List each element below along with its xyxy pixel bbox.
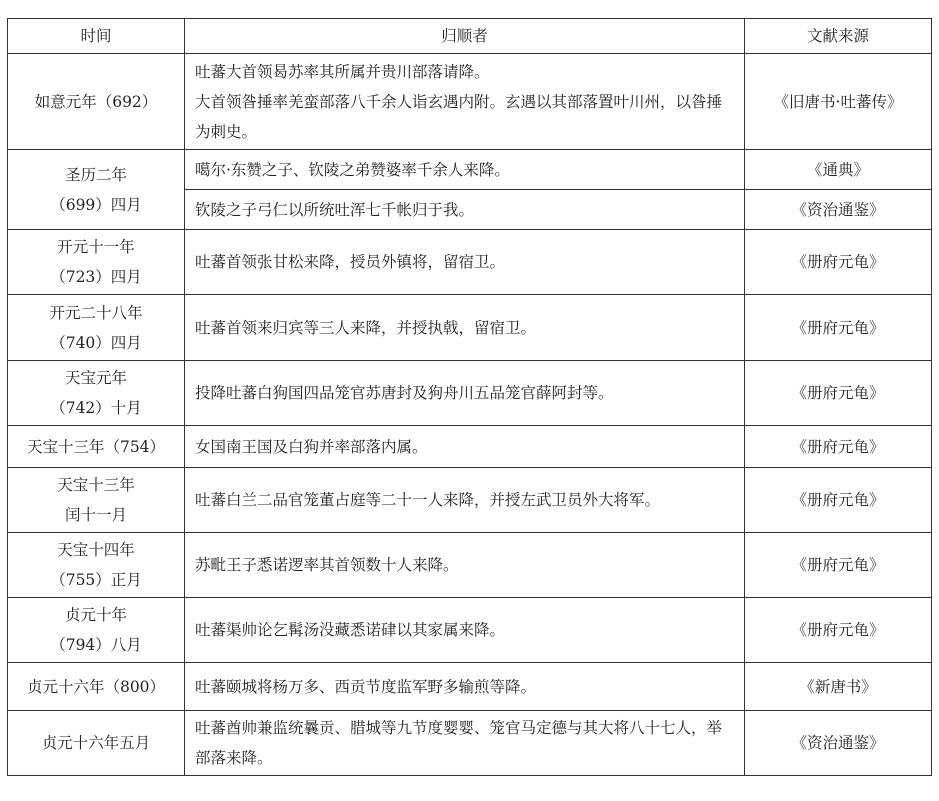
source-text: 《新唐书》 bbox=[799, 677, 877, 696]
time-text: 闰十一月 bbox=[64, 506, 127, 524]
source-cell bbox=[745, 711, 932, 776]
table-row bbox=[8, 468, 932, 533]
time-text: （723）四月 bbox=[50, 268, 142, 286]
source-cell bbox=[745, 230, 932, 295]
desc-text: 吐蕃渠帅论乞髯汤没藏悉诺硉以其家属来降。 bbox=[195, 621, 506, 639]
time-text: （794）八月 bbox=[50, 636, 142, 654]
time-text: 贞元十六年（800） bbox=[26, 677, 166, 696]
table-row bbox=[8, 150, 932, 190]
table-row bbox=[8, 54, 932, 150]
time-cell bbox=[8, 663, 185, 711]
source-text: 《册府元龟》 bbox=[791, 556, 885, 574]
desc-text: 吐蕃首领张甘松来降，授员外镇将，留宿卫。 bbox=[195, 253, 506, 271]
desc-cell bbox=[185, 533, 745, 598]
desc-text: 吐蕃颐城将杨万多、西贡节度监军野多输煎等降。 bbox=[195, 677, 537, 696]
time-text: 如意元年（692） bbox=[34, 92, 158, 111]
time-text: 圣历二年 bbox=[64, 165, 127, 184]
header-time: 时间 bbox=[8, 19, 185, 54]
desc-text: 吐蕃酋帅兼监统曩贡、腊城等九节度婴婴、笼官马定德与其大将八十七人，举部落来降。 bbox=[195, 719, 723, 767]
desc-cell bbox=[185, 54, 745, 150]
source-cell bbox=[745, 598, 932, 663]
desc-text: 吐蕃大首领曷苏率其所属并贵川部落请降。 bbox=[195, 62, 490, 81]
table-row bbox=[8, 663, 932, 711]
desc-cell bbox=[185, 663, 745, 711]
document bbox=[7, 18, 932, 776]
source-cell bbox=[745, 426, 932, 468]
time-cell bbox=[8, 468, 185, 533]
time-text: 天宝十四年 bbox=[57, 541, 135, 559]
desc-cell bbox=[185, 598, 745, 663]
desc-text: 吐蕃首领来归宾等三人来降，并授执戟，留宿卫。 bbox=[195, 318, 537, 337]
source-text: 《资治通鉴》 bbox=[791, 734, 885, 752]
desc-text: 大首领昝捶率羌蛮部落八千余人诣玄遇内附。玄遇以其部落置叶川州，以昝捶为刺史。 bbox=[195, 92, 723, 141]
table-row bbox=[8, 711, 932, 776]
table-row bbox=[8, 426, 932, 468]
desc-text: 噶尔·东赞之子、钦陵之弟赞婆率千余人来降。 bbox=[195, 160, 510, 179]
source-text: 《册府元龟》 bbox=[791, 253, 885, 271]
time-cell bbox=[8, 533, 185, 598]
source-text: 《册府元龟》 bbox=[791, 491, 885, 509]
time-cell bbox=[8, 598, 185, 663]
time-text: 贞元十年 bbox=[64, 606, 127, 624]
header-person: 归顺者 bbox=[185, 19, 745, 54]
source-cell bbox=[745, 295, 932, 361]
time-text: （742）十月 bbox=[50, 399, 142, 417]
submission-table bbox=[7, 18, 932, 776]
time-cell bbox=[8, 361, 185, 426]
time-cell bbox=[8, 426, 185, 468]
source-cell bbox=[745, 361, 932, 426]
source-text: 《旧唐书·吐蕃传》 bbox=[773, 92, 903, 111]
source-cell bbox=[745, 54, 932, 150]
source-cell bbox=[745, 468, 932, 533]
time-text: （699）四月 bbox=[50, 195, 142, 214]
time-text: 开元十一年 bbox=[57, 238, 135, 256]
table-row bbox=[8, 230, 932, 295]
source-text: 《通典》 bbox=[806, 160, 869, 179]
time-cell bbox=[8, 230, 185, 295]
time-text: 开元二十八年 bbox=[49, 303, 143, 322]
time-text: 天宝十三年 bbox=[57, 476, 135, 494]
desc-cell bbox=[185, 230, 745, 295]
table-row bbox=[8, 295, 932, 361]
desc-cell bbox=[185, 190, 745, 230]
source-text: 《册府元龟》 bbox=[791, 318, 885, 337]
time-text: （755）正月 bbox=[50, 571, 142, 589]
table-row bbox=[8, 533, 932, 598]
desc-text: 女国南王国及白狗并率部落内属。 bbox=[195, 437, 428, 456]
desc-cell bbox=[185, 295, 745, 361]
desc-text: 苏毗王子悉诺逻率其首领数十人来降。 bbox=[195, 556, 459, 574]
table-header-row bbox=[8, 19, 932, 54]
time-cell bbox=[8, 295, 185, 361]
source-cell bbox=[745, 150, 932, 190]
time-text: 天宝元年 bbox=[64, 369, 127, 387]
time-text: （740）四月 bbox=[50, 333, 142, 352]
source-text: 《资治通鉴》 bbox=[791, 200, 885, 219]
desc-text: 吐蕃白兰二品官笼董占庭等二十一人来降，并授左武卫员外大将军。 bbox=[195, 491, 661, 509]
desc-text: 钦陵之子弓仁以所统吐浑七千帐归于我。 bbox=[195, 200, 475, 219]
source-text: 《册府元龟》 bbox=[791, 384, 885, 402]
time-text: 贞元十六年五月 bbox=[41, 734, 151, 752]
source-cell bbox=[745, 190, 932, 230]
source-text: 《册府元龟》 bbox=[791, 437, 885, 456]
desc-cell bbox=[185, 361, 745, 426]
time-cell bbox=[8, 54, 185, 150]
source-cell bbox=[745, 533, 932, 598]
desc-cell bbox=[185, 150, 745, 190]
desc-cell bbox=[185, 426, 745, 468]
header-source: 文献来源 bbox=[745, 19, 932, 54]
source-cell bbox=[745, 663, 932, 711]
desc-cell bbox=[185, 468, 745, 533]
time-cell bbox=[8, 711, 185, 776]
table-row bbox=[8, 598, 932, 663]
table-row bbox=[8, 361, 932, 426]
desc-text: 投降吐蕃白狗国四品笼官苏唐封及狗舟川五品笼官薛阿封等。 bbox=[195, 384, 614, 402]
desc-cell bbox=[185, 711, 745, 776]
time-cell bbox=[8, 150, 185, 230]
source-text: 《册府元龟》 bbox=[791, 621, 885, 639]
time-text: 天宝十三年（754） bbox=[26, 437, 166, 456]
